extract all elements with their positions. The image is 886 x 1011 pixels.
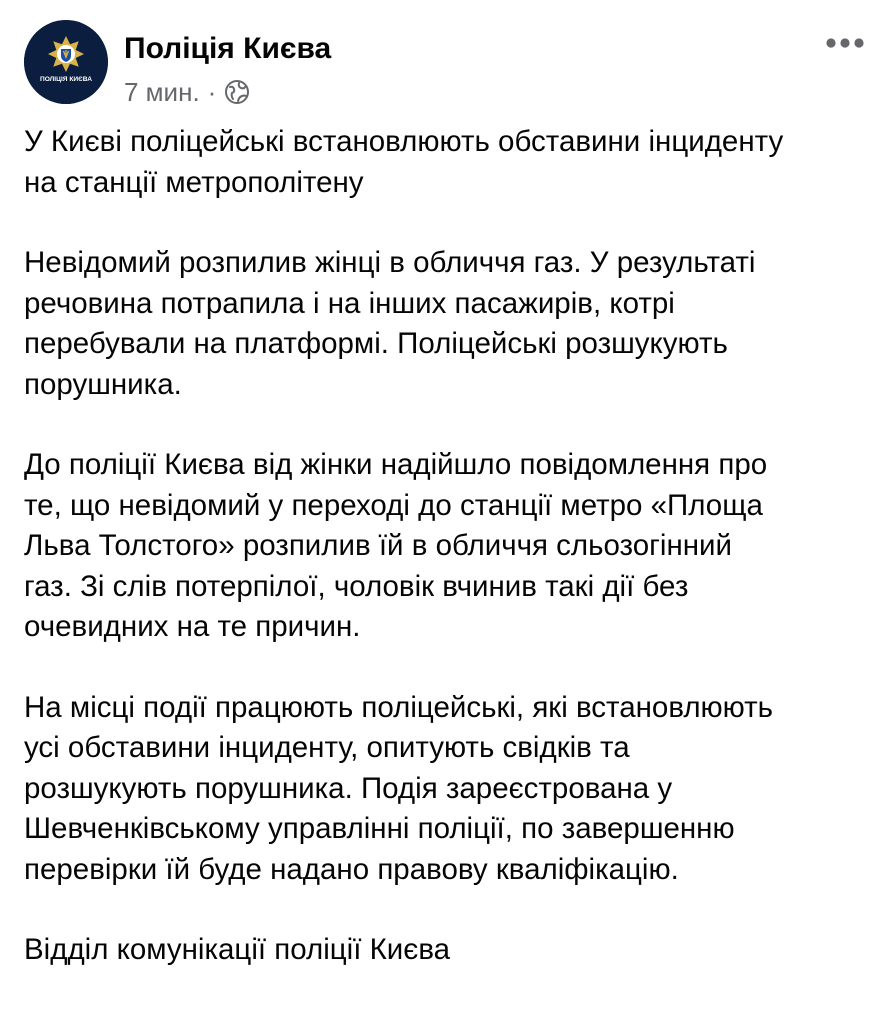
post-text-line: У Києві поліцейські встановлюють обставини інциденту — [24, 125, 784, 158]
avatar-caption: ПОЛІЦІЯ КИЄВА — [39, 76, 93, 83]
post-text-line: Льва Толстого» розпилив їй в обличчя сльозогінний — [24, 529, 733, 562]
post-text-line: те, що невідомий у переході до станції метро «Площа — [24, 488, 763, 522]
post-text-line: Відділ комунікації поліції Києва — [24, 933, 451, 966]
police-badge-logo — [24, 20, 108, 104]
post-text-line: порушника. — [24, 367, 182, 401]
post-text-line: на станції метрополітену — [24, 165, 364, 199]
post-text-line: газ. Зі слів потерпілої, чоловік вчинив такі дії без — [24, 569, 689, 603]
post-paragraph — [24, 243, 870, 405]
post-paragraph — [24, 930, 870, 971]
post-meta — [124, 76, 250, 108]
post-text-line: перебували на платформі. Поліцейські розшукують — [24, 327, 728, 360]
post-timestamp[interactable]: 7 мин. — [124, 76, 200, 107]
post-text-line: Шевченківському управлінні поліції, по завершенню — [24, 812, 735, 845]
page-avatar[interactable] — [24, 20, 108, 104]
globe-icon[interactable] — [224, 79, 250, 105]
post-paragraph — [24, 122, 870, 203]
post-text-line: На місці події працюють поліцейські, які встановлюють — [24, 690, 774, 724]
post-text-line: Невідомий розпилив жінці в обличчя газ. У результаті — [24, 246, 756, 279]
meta-separator: · — [207, 76, 217, 107]
post-text-line: усі обставини інциденту, опитують свідків та — [24, 731, 630, 764]
page-name[interactable]: Поліція Києва — [124, 32, 332, 65]
post-text-line: До поліції Києва від жінки надійшло повідомлення про — [24, 448, 768, 481]
post-paragraph — [24, 688, 870, 891]
post-paragraph — [24, 445, 870, 648]
post-text-line: речовина потрапила і на інших пасажирів, котрі — [24, 286, 675, 320]
post-text-line: очевидних на те причин. — [24, 610, 361, 643]
post-text-line: перевірки їй буде надано правову кваліфікацію. — [24, 852, 679, 886]
more-horizontal-icon — [822, 28, 868, 58]
post-text-line: розшукують порушника. Подія зареєстрована у — [24, 771, 673, 805]
post-text — [24, 122, 870, 1011]
more-options-button[interactable] — [822, 28, 868, 58]
